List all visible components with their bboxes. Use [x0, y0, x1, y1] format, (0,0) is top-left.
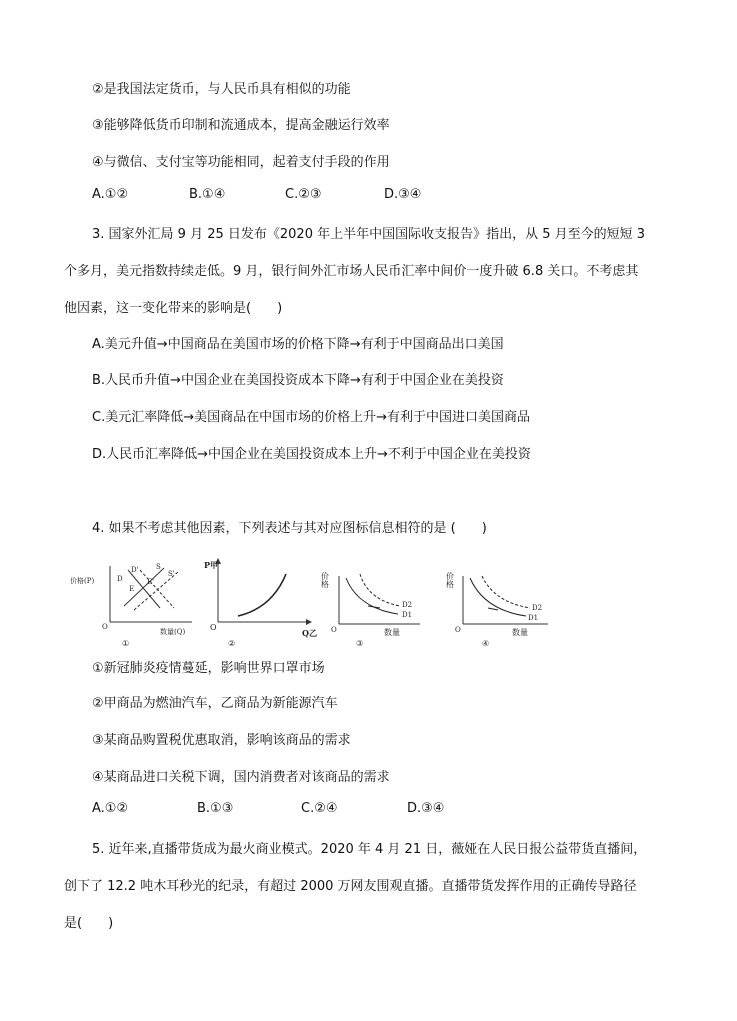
q3-stem-line-2: 个多月，美元指数持续走低。9 月，银行间外汇市场人民币汇率中间价一度升破 6.8 关口。不考虑其	[64, 264, 639, 279]
q2-item-2: ②是我国法定货币，与人民币具有相似的功能	[92, 82, 351, 97]
fig4-number: ④	[482, 639, 490, 648]
q2-option-b[interactable]: B.①④	[189, 187, 226, 202]
q2-item-4: ④与微信、支付宝等功能相同，起着支付手段的作用	[92, 155, 390, 170]
fig4-y-label: 价格	[445, 572, 455, 588]
fig3-number: ③	[356, 639, 364, 648]
figure-2-price-quantity	[204, 558, 317, 648]
q4-option-c[interactable]: C.②④	[301, 801, 338, 816]
figure-3-demand-shift	[321, 571, 421, 648]
figure-1-supply-demand	[70, 563, 192, 648]
fig3-origin: O	[331, 626, 337, 634]
q3-option-d[interactable]: D.人民币汇率降低→中国企业在美国投资成本上升→不利于中国企业在美投资	[92, 447, 531, 462]
fig1-curve-label-d: D	[117, 575, 123, 583]
fig1-origin: O	[102, 623, 108, 631]
fig1-x-label: 数量(Q)	[160, 628, 186, 636]
fig1-y-label: 价格(P)	[70, 577, 95, 585]
q2-option-a[interactable]: A.①②	[92, 187, 129, 202]
q4-item-3: ③某商品购置税优惠取消，影响该商品的需求	[92, 733, 351, 748]
fig3-curve-label-d2: D2	[402, 601, 413, 609]
q3-option-c[interactable]: C.美元汇率降低→美国商品在中国市场的价格上升→有利于中国进口美国商品	[92, 410, 530, 425]
q4-options	[92, 801, 512, 819]
q4-option-d[interactable]: D.③④	[407, 801, 445, 816]
figure-4-demand-shift	[446, 571, 549, 648]
fig4-curve-label-d1: D1	[528, 614, 539, 622]
fig3-x-label: 数量	[384, 628, 400, 637]
fig2-y-label: P甲	[204, 560, 219, 570]
fig1-curve-label-d-prime: D'	[131, 566, 139, 574]
fig2-x-label: Q乙	[302, 628, 317, 638]
q5-stem-line-3: 是( )	[64, 916, 114, 931]
q3-stem-line-3: 他因素，这一变化带来的影响是( )	[64, 301, 283, 316]
fig4-x-label: 数量	[512, 628, 528, 637]
fig1-number: ①	[122, 639, 130, 648]
q2-options	[92, 187, 512, 205]
q3-stem-line-1: 3. 国家外汇局 9 月 25 日发布《2020 年上半年中国国际收支报告》指出，从 5 月至今的短短 3	[92, 227, 646, 242]
q5-stem-line-1: 5. 近年来,直播带货成为最火商业模式。2020 年 4 月 21 日，薇娅在人民日报公益带货直播间，	[92, 842, 647, 857]
q3-option-b[interactable]: B.人民币升值→中国企业在美国投资成本下降→有利于中国企业在美投资	[92, 373, 504, 388]
q4-item-2: ②甲商品为燃油汽车，乙商品为新能源汽车	[92, 696, 338, 711]
fig4-origin: O	[455, 626, 461, 634]
fig3-y-label: 价格	[320, 572, 330, 588]
q4-option-a[interactable]: A.①②	[92, 801, 129, 816]
fig4-curve-label-d2: D2	[532, 604, 543, 612]
fig1-curve-label-s: S	[156, 563, 161, 571]
fig1-curve-label-e-prime: E'	[147, 578, 155, 586]
fig3-curve-label-d1: D1	[402, 611, 413, 619]
q2-option-d[interactable]: D.③④	[384, 187, 422, 202]
q2-option-c[interactable]: C.②③	[285, 187, 322, 202]
q5-stem-line-2: 创下了 12.2 吨木耳秒光的纪录，有超过 2000 万网友围观直播。直播带货发挥作用的正确传导路径	[64, 879, 637, 894]
q4-stem: 4. 如果不考虑其他因素，下列表述与其对应图标信息相符的是 ( )	[92, 521, 487, 536]
fig1-curve-label-s-prime: S'	[168, 570, 175, 578]
q4-item-1: ①新冠肺炎疫情蔓延，影响世界口罩市场	[92, 661, 325, 676]
q4-figures	[0, 550, 737, 650]
fig2-number: ②	[228, 639, 236, 648]
q3-option-a[interactable]: A.美元升值→中国商品在美国市场的价格下降→有利于中国商品出口美国	[92, 337, 504, 352]
fig2-origin: O	[210, 623, 217, 632]
q2-item-3: ③能够降低货币印制和流通成本，提高金融运行效率	[92, 118, 390, 133]
q4-item-4: ④某商品进口关税下调，国内消费者对该商品的需求	[92, 770, 390, 785]
q4-option-b[interactable]: B.①③	[197, 801, 234, 816]
fig1-curve-label-e: E	[129, 585, 135, 593]
